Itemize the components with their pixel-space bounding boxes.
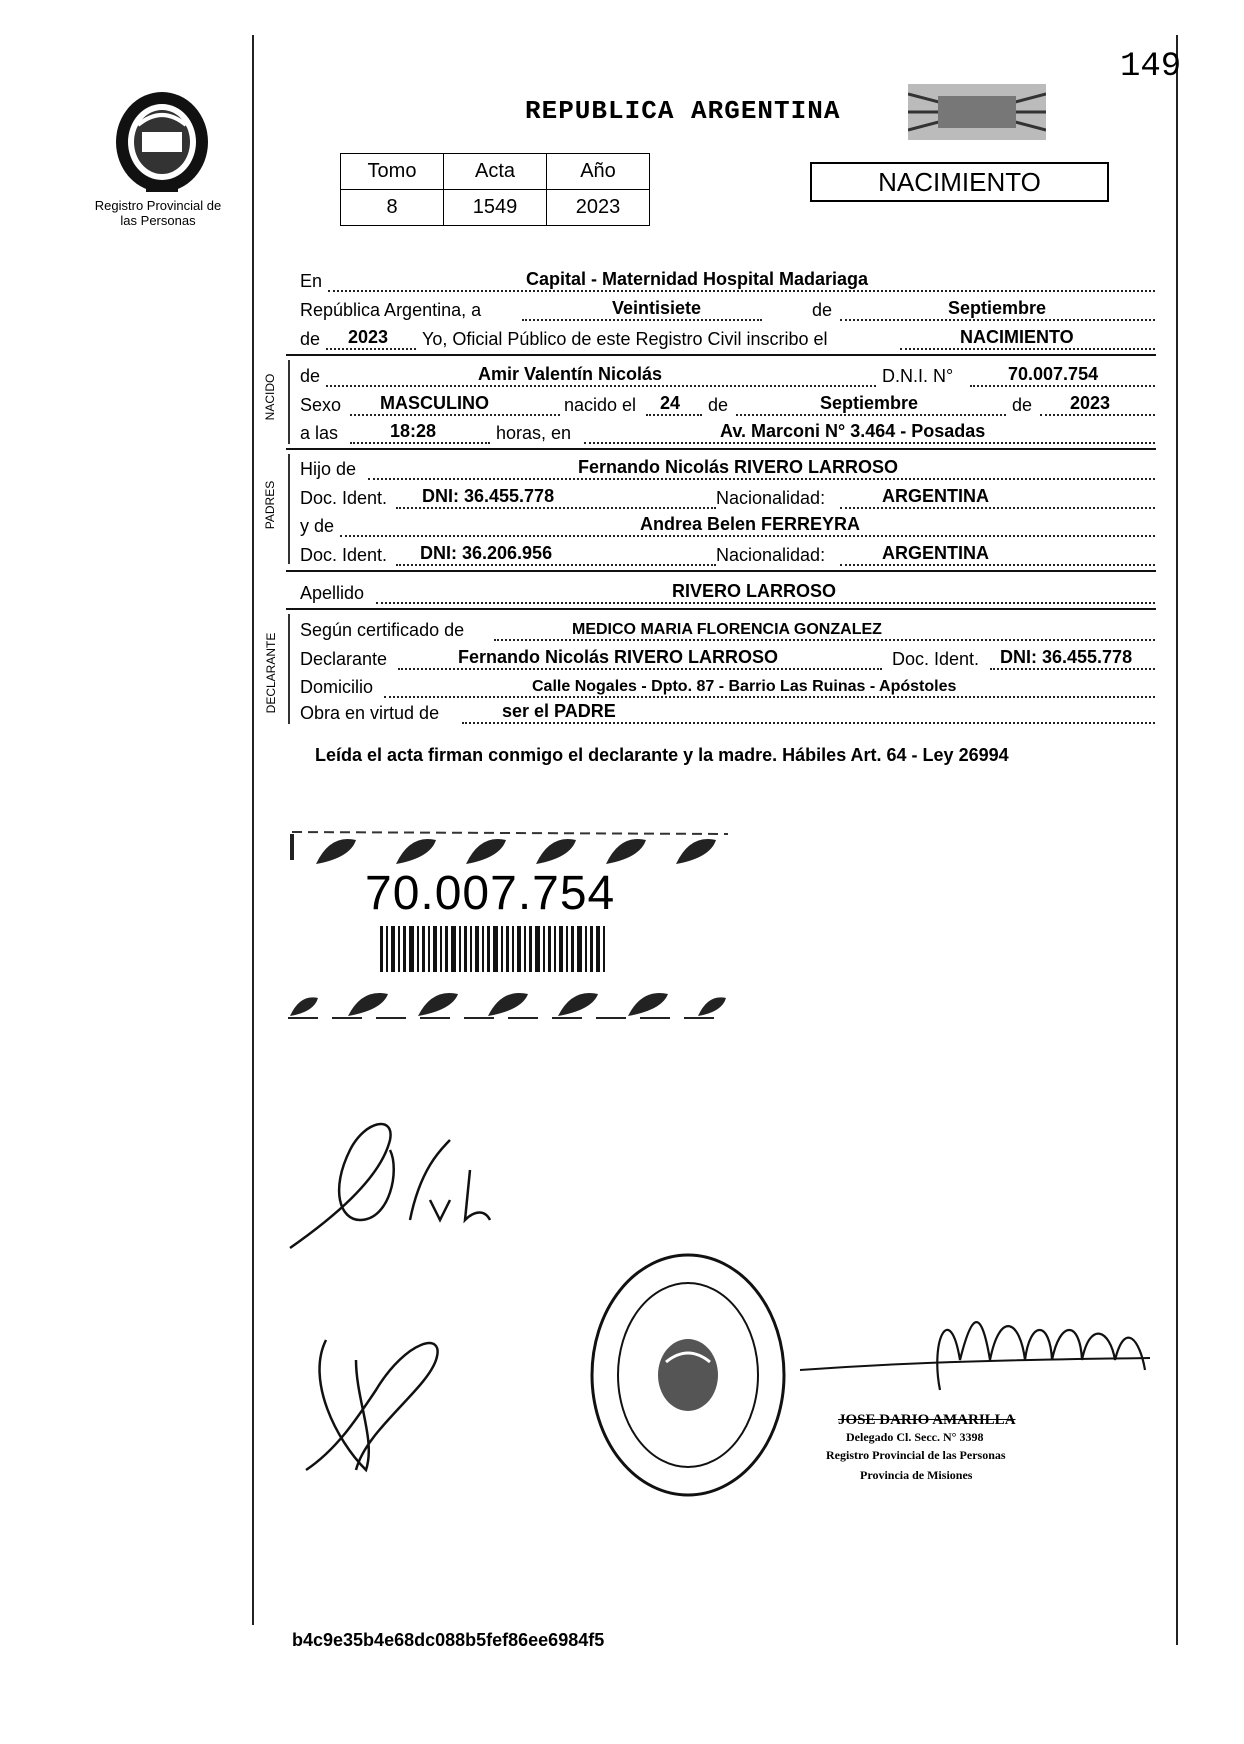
- father-nationality: ARGENTINA: [882, 486, 989, 506]
- place-value: Capital - Maternidad Hospital Madariaga: [526, 269, 869, 289]
- line-certificate: Según certificado de MEDICO MARIA FLORENCIA GONZALEZ: [300, 617, 1155, 643]
- declarant-doc: DNI: 36.455.778: [1000, 647, 1133, 667]
- value-tomo: 8: [341, 190, 444, 226]
- obra-value: ser el PADRE: [502, 701, 616, 721]
- birth-year: 2023: [1070, 393, 1111, 413]
- official-seal-icon: [588, 1250, 788, 1500]
- header-tomo: Tomo: [341, 154, 444, 190]
- line-date: República Argentina, a Veintisiete de Septiembre: [300, 297, 1155, 323]
- child-name: Amir Valentín Nicolás: [478, 364, 663, 384]
- line-father-doc: Doc. Ident. DNI: 36.455.778 Nacionalidad: ARGENTINA: [300, 485, 1155, 511]
- certificate-value: MEDICO MARIA FLORENCIA GONZALEZ: [572, 621, 882, 638]
- line-year: de 2023 Yo, Oficial Público de este Registro Civil inscribo el NACIMIENTO: [300, 326, 1155, 352]
- sex-value: MASCULINO: [380, 393, 489, 413]
- father-doc: DNI: 36.455.778: [422, 486, 555, 506]
- official-province: Provincia de Misiones: [860, 1468, 973, 1482]
- declarant-name: Fernando Nicolás RIVERO LARROSO: [458, 647, 779, 667]
- section-label-nacido: NACIDO: [263, 373, 277, 421]
- official-org: Registro Provincial de las Personas: [826, 1448, 1006, 1462]
- line-father: Hijo de Fernando Nicolás RIVERO LARROSO: [300, 456, 1155, 482]
- birth-month: Septiembre: [820, 393, 919, 413]
- header-acta: Acta: [444, 154, 547, 190]
- record-table: [340, 153, 650, 226]
- stamp-pattern-top-icon: [288, 828, 738, 868]
- birth-day: 24: [660, 393, 681, 413]
- line-en: En Capital - Maternidad Hospital Madariaga: [300, 268, 1155, 294]
- value-anio: 2023: [547, 190, 650, 226]
- line-sex: Sexo MASCULINO nacido el 24 de Septiembre de 2023: [300, 392, 1155, 418]
- province-crest-icon: [108, 80, 216, 196]
- doc-type-box: NACIMIENTO: [810, 162, 1109, 202]
- line-mother: y de Andrea Belen FERREYRA: [300, 513, 1155, 539]
- right-margin-rule: [1176, 35, 1178, 1645]
- child-dni: 70.007.754: [1008, 364, 1099, 384]
- mother-doc: DNI: 36.206.956: [420, 543, 553, 563]
- mother-nationality: ARGENTINA: [882, 543, 989, 563]
- stamp-pattern-bottom-icon: [288, 986, 738, 1022]
- barcode-icon: [380, 926, 606, 972]
- stamp-number: 70.007.754: [365, 867, 616, 920]
- registry-name: Registro Provincial de las Personas: [94, 198, 222, 228]
- day-value: Veintisiete: [612, 298, 702, 318]
- surname-value: RIVERO LARROSO: [672, 581, 837, 601]
- declarant-signature-icon: [270, 1110, 550, 1260]
- line-surname: Apellido RIVERO LARROSO: [300, 580, 1155, 606]
- document-hash: b4c9e35b4e68dc088b5fef86ee6984f5: [292, 1630, 605, 1650]
- mother-name: Andrea Belen FERREYRA: [640, 514, 861, 534]
- father-name: Fernando Nicolás RIVERO LARROSO: [578, 457, 899, 477]
- line-address: Domicilio Calle Nogales - Dpto. 87 - Barrio Las Ruinas - Apóstoles: [300, 674, 1155, 700]
- line-declarant: Declarante Fernando Nicolás RIVERO LARROSO Doc. Ident. DNI: 36.455.778: [300, 646, 1155, 672]
- official-signature-icon: [790, 1280, 1160, 1430]
- line-mother-doc: Doc. Ident. DNI: 36.206.956 Nacionalidad: ARGENTINA: [300, 542, 1155, 568]
- page-number: 149: [1120, 48, 1182, 86]
- year-value: 2023: [348, 327, 389, 347]
- birth-time: 18:28: [390, 421, 437, 441]
- official-title: Delegado Cl. Secc. N° 3398: [846, 1430, 984, 1444]
- address-value: Calle Nogales - Dpto. 87 - Barrio Las Ruinas - Apóstoles: [532, 678, 957, 695]
- security-pattern-icon: [908, 84, 1046, 140]
- official-name: JOSE DARIO AMARILLA: [838, 1412, 1016, 1428]
- value-acta: 1549: [444, 190, 547, 226]
- left-margin-rule: [252, 35, 254, 1625]
- birth-place: Av. Marconi N° 3.464 - Posadas: [720, 421, 986, 441]
- country-title: REPUBLICA ARGENTINA: [525, 96, 841, 126]
- section-label-declarante: DECLARANTE: [264, 632, 278, 714]
- mother-signature-icon: [296, 1320, 456, 1490]
- line-name: de Amir Valentín Nicolás D.N.I. N° 70.007.754: [300, 363, 1155, 389]
- month-value: Septiembre: [948, 298, 1047, 318]
- act-value: NACIMIENTO: [960, 327, 1074, 347]
- line-time: a las 18:28 horas, en Av. Marconi N° 3.464 - Posadas: [300, 420, 1155, 446]
- line-obra: Obra en virtud de ser el PADRE: [300, 700, 1155, 726]
- header-anio: Año: [547, 154, 650, 190]
- section-label-padres: PADRES: [263, 480, 277, 530]
- closing-statement: Leída el acta firman conmigo el declarante y la madre. Hábiles Art. 64 - Ley 26994: [315, 745, 1009, 765]
